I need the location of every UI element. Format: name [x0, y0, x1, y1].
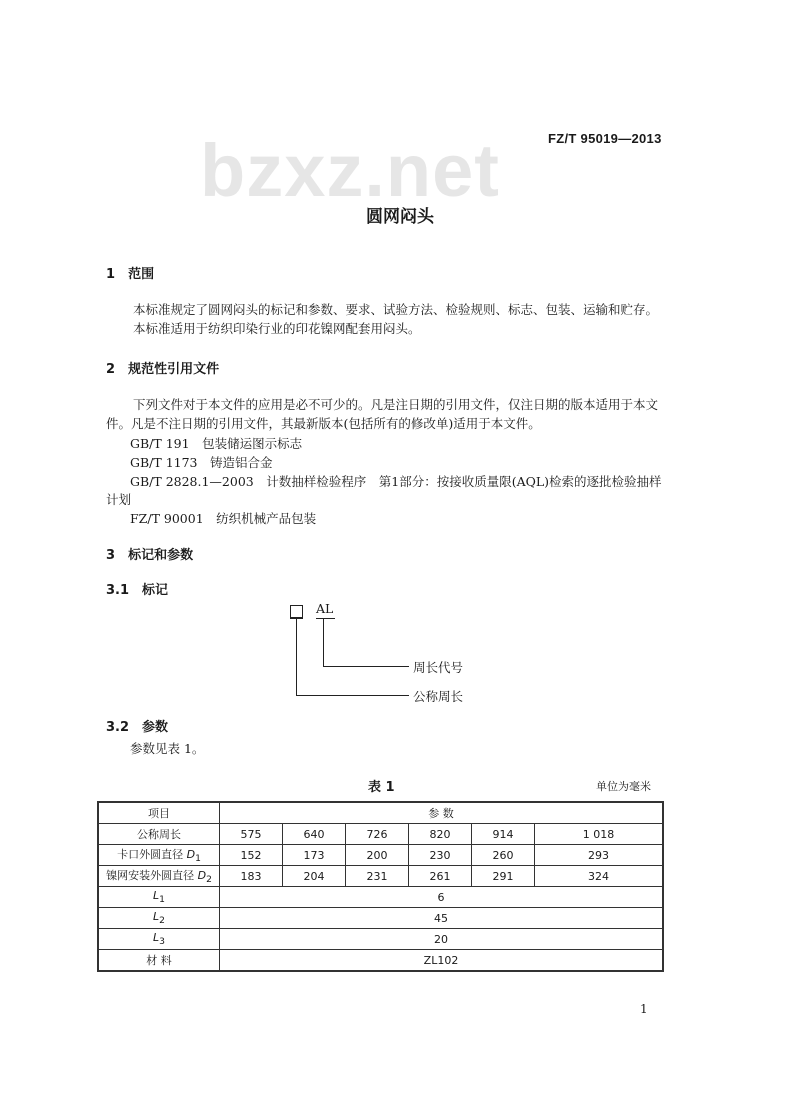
reference-title: 包装储运图示标志 — [202, 436, 303, 451]
section-number: 1 — [106, 267, 116, 282]
section-title: 规范性引用文件 — [128, 362, 220, 377]
table-cell: 200 — [346, 845, 409, 866]
table-cell: 20 — [220, 929, 664, 950]
reference-title: 计数抽样检验程序 第1部分：按接收质量限(AQL)检索的逐批检验抽样 — [266, 474, 662, 489]
section-2-heading — [106, 358, 219, 377]
section-title: 标记和参数 — [128, 548, 194, 563]
table-cell: 291 — [472, 866, 535, 887]
label-perimeter-code: 周长代号 — [413, 660, 464, 675]
leader-horizontal-1 — [323, 666, 409, 667]
table-row-d2 — [98, 866, 663, 887]
placeholder-box — [290, 605, 303, 618]
table-cell: 726 — [346, 824, 409, 845]
table-cell: 1 018 — [535, 824, 664, 845]
section-3-heading — [106, 544, 193, 563]
scope-paragraph-1: 本标准规定了圆网闷头的标记和参数、要求、试验方法、检验规则、标志、包装、运输和贮存。 — [133, 302, 659, 317]
row-label: $L_2$ — [98, 908, 220, 929]
row-label: $L_3$ — [98, 929, 220, 950]
table-cell: 261 — [409, 866, 472, 887]
header-params: 参 数 — [220, 802, 664, 824]
table-cell: 173 — [283, 845, 346, 866]
parameters-table — [97, 801, 664, 972]
normative-intro-line-1: 下列文件对于本文件的应用是必不可少的。凡是注日期的引用文件，仅注日期的版本适用于本文 — [133, 397, 659, 412]
table-row-d1 — [98, 845, 663, 866]
table-row-l3 — [98, 929, 663, 950]
watermark: bzxz.net — [200, 129, 500, 212]
reference-item — [130, 434, 302, 452]
leader-horizontal-2 — [296, 695, 409, 696]
row-label: 卡口外圆直径 $D_1$ — [98, 845, 220, 866]
row-label: 材 料 — [98, 950, 220, 972]
table-row-material — [98, 950, 663, 972]
reference-item — [130, 472, 662, 490]
section-number: 3.1 — [106, 583, 130, 598]
table-row-l2 — [98, 908, 663, 929]
row-label: 公称周长 — [98, 824, 220, 845]
code-AL: AL — [316, 601, 334, 616]
table-cell: ZL102 — [220, 950, 664, 972]
reference-item — [130, 509, 316, 527]
code-underline — [316, 618, 335, 619]
header-item: 项目 — [98, 802, 220, 824]
section-number: 3 — [106, 548, 116, 563]
scope-paragraph-2: 本标准适用于纺织印染行业的印花镍网配套用闷头。 — [133, 321, 421, 336]
section-title: 参数 — [142, 720, 169, 735]
table-cell: 204 — [283, 866, 346, 887]
table-cell: 260 — [472, 845, 535, 866]
table-cell: 183 — [220, 866, 283, 887]
row-label: $L_1$ — [98, 887, 220, 908]
table-cell: 293 — [535, 845, 664, 866]
table-cell: 45 — [220, 908, 664, 929]
document-title: 圆网闷头 — [366, 207, 434, 227]
reference-code: FZ/T 90001 — [130, 511, 204, 526]
reference-code: GB/T 1173 — [130, 455, 198, 470]
reference-code: GB/T 2828.1—2003 — [130, 474, 254, 489]
marking-notation-diagram — [280, 596, 500, 716]
label-nominal-perimeter: 公称周长 — [413, 689, 464, 704]
reference-title: 铸造铝合金 — [210, 455, 273, 470]
table-row-perimeter — [98, 824, 663, 845]
table-cell: 914 — [472, 824, 535, 845]
reference-item — [130, 453, 273, 471]
section-3-2-heading — [106, 716, 168, 735]
leader-vertical-1 — [323, 618, 324, 666]
table-row-l1 — [98, 887, 663, 908]
table-cell: 640 — [283, 824, 346, 845]
standard-code: FZ/T 95019—2013 — [548, 131, 662, 146]
table-cell: 324 — [535, 866, 664, 887]
table-cell: 230 — [409, 845, 472, 866]
row-label: 镍网安装外圆直径 $D_2$ — [98, 866, 220, 887]
reference-code: GB/T 191 — [130, 436, 190, 451]
table-caption: 表 1 — [368, 780, 395, 795]
section-3-1-heading — [106, 579, 168, 598]
section-number: 3.2 — [106, 720, 130, 735]
section-title: 范围 — [128, 267, 155, 282]
table-unit: 单位为毫米 — [596, 780, 651, 793]
page-number: 1 — [640, 1002, 648, 1016]
reference-title: 纺织机械产品包装 — [216, 511, 317, 526]
table-cell: 152 — [220, 845, 283, 866]
params-reference-text: 参数见表 1。 — [130, 741, 205, 756]
section-number: 2 — [106, 362, 116, 377]
section-title: 标记 — [142, 583, 169, 598]
normative-intro-line-2: 件。凡是不注日期的引用文件，其最新版本(包括所有的修改单)适用于本文件。 — [106, 416, 541, 431]
table-cell: 231 — [346, 866, 409, 887]
table-cell: 6 — [220, 887, 664, 908]
leader-vertical-2 — [296, 618, 297, 695]
table-cell: 575 — [220, 824, 283, 845]
table-header-row — [98, 802, 663, 824]
section-1-heading — [106, 263, 154, 282]
table-cell: 820 — [409, 824, 472, 845]
reference-wrap: 计划 — [106, 492, 132, 507]
